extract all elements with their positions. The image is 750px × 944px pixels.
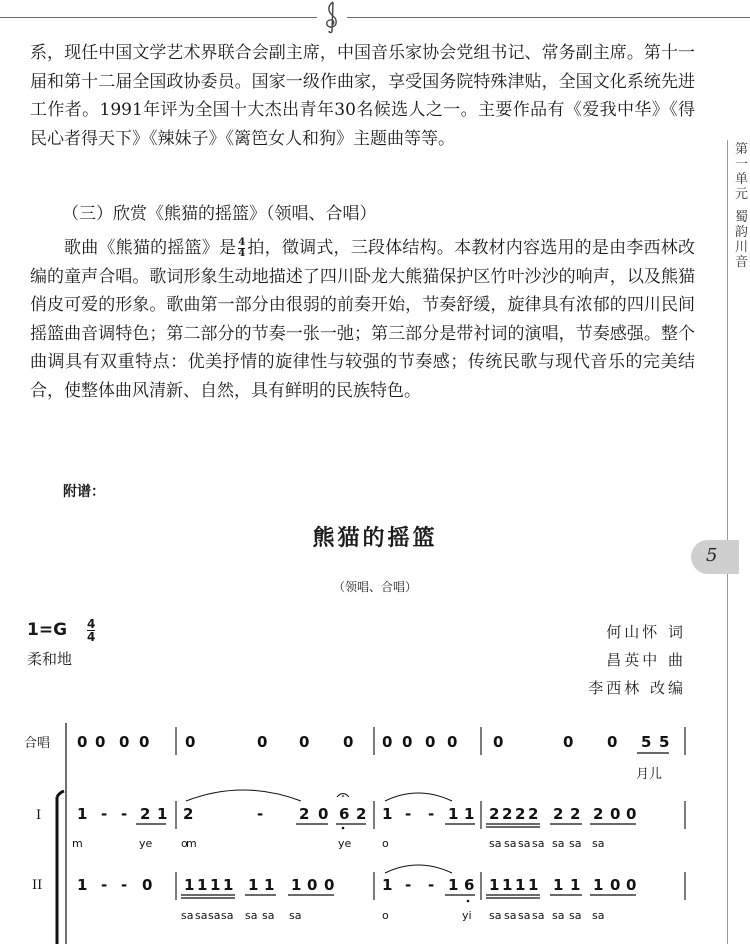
time-signature bbox=[87, 618, 95, 643]
meter-fraction bbox=[238, 238, 245, 259]
voice1-note: 0 bbox=[610, 805, 621, 823]
chorus-label: 合唱 bbox=[24, 736, 51, 751]
voice2-note: 1 bbox=[593, 876, 604, 894]
voice1-lyric: sa bbox=[569, 837, 582, 850]
treble-clef-icon bbox=[317, 0, 347, 34]
chorus-note: 0 bbox=[607, 733, 618, 751]
time-bottom: 4 bbox=[87, 630, 96, 644]
voice2-lyric: sa bbox=[208, 909, 221, 922]
voice2-lyric: sa bbox=[195, 909, 208, 922]
voice1-lyrics bbox=[72, 837, 604, 850]
chorus-note: 0 bbox=[563, 733, 574, 751]
section-heading: （三）欣赏《熊猫的摇篮》（领唱、合唱） bbox=[62, 204, 377, 224]
chorus-lyric: 月儿 bbox=[636, 767, 663, 782]
voice2-lyric: sa bbox=[489, 909, 502, 922]
voice1-note: 1 bbox=[77, 805, 88, 823]
voice2-note: 1 bbox=[515, 876, 526, 894]
meter-bottom: 4 bbox=[238, 248, 246, 259]
voice2-note: 1 bbox=[489, 876, 500, 894]
song-title: 熊猫的摇篮 bbox=[312, 525, 438, 551]
voice1-note: 2 bbox=[356, 805, 367, 823]
voice1-lyric: sa bbox=[592, 837, 605, 850]
voice1-lyric: m bbox=[72, 837, 83, 850]
voice2-lyric: sa bbox=[518, 909, 531, 922]
chorus-note: 0 bbox=[139, 733, 150, 751]
voice1-lyric: o bbox=[382, 837, 389, 850]
voice2-note: 1 bbox=[382, 876, 393, 894]
voice2-lyric: sa bbox=[289, 909, 302, 922]
voice1-lyric: ye bbox=[338, 837, 352, 850]
voice2-lyric: sa bbox=[221, 909, 234, 922]
time-top: 4 bbox=[87, 617, 96, 631]
voice2-lyrics bbox=[181, 909, 604, 922]
voice1-lyric: sa bbox=[552, 837, 565, 850]
voice1-note: 1 bbox=[448, 805, 459, 823]
voice1-note: 0 bbox=[318, 805, 329, 823]
voice1-note: - bbox=[405, 805, 412, 823]
chorus-note: 0 bbox=[447, 733, 458, 751]
arranger-credit: 李西林 改编 bbox=[588, 679, 686, 697]
voice1-note: 1 bbox=[157, 805, 168, 823]
voice-bracket bbox=[57, 791, 64, 944]
voice2-note: 0 bbox=[324, 876, 335, 894]
voice1-note: - bbox=[121, 805, 128, 823]
voice2-note: - bbox=[101, 876, 108, 894]
voice1-lyric: sa bbox=[518, 837, 531, 850]
voice1-note: 2 bbox=[140, 805, 151, 823]
voice1-note: 2 bbox=[553, 805, 564, 823]
voice1-note: 0 bbox=[626, 805, 637, 823]
page-number: 5 bbox=[706, 545, 718, 566]
voice1-lyric: sa bbox=[489, 837, 502, 850]
meter-top: 4 bbox=[238, 237, 246, 248]
voice2-notes bbox=[77, 876, 636, 894]
voice2-note: 1 bbox=[248, 876, 259, 894]
voice2-note: 0 bbox=[142, 876, 153, 894]
voice2-note: 1 bbox=[77, 876, 88, 894]
voice2-lyric: sa bbox=[532, 909, 545, 922]
voice2-note: - bbox=[428, 876, 435, 894]
voice2-label: II bbox=[32, 878, 43, 893]
voice1-lyric: ye bbox=[139, 837, 153, 850]
chorus-note: 0 bbox=[185, 733, 196, 751]
voice2-note: 1 bbox=[448, 876, 459, 894]
unit-title: 蜀韵川音 bbox=[735, 210, 749, 270]
key-signature: 1=G bbox=[27, 620, 68, 640]
voice1-note: 2 bbox=[570, 805, 581, 823]
voice2-note: 1 bbox=[210, 876, 221, 894]
voice2-lyric: yi bbox=[462, 909, 472, 922]
chorus-note: 0 bbox=[402, 733, 413, 751]
voice1-note: 1 bbox=[382, 805, 393, 823]
voice2-note: - bbox=[121, 876, 128, 894]
voice2-lyric: sa bbox=[504, 909, 517, 922]
voice2-lyric: sa bbox=[552, 909, 565, 922]
voice1-note: - bbox=[101, 805, 108, 823]
voice1-note: 2 bbox=[502, 805, 513, 823]
voice1-lyric: m bbox=[186, 837, 197, 850]
voice1-note: - bbox=[428, 805, 435, 823]
voice2-note: 1 bbox=[570, 876, 581, 894]
voice1-note: 2 bbox=[299, 805, 310, 823]
chorus-note: 0 bbox=[343, 733, 354, 751]
fermata-icon bbox=[337, 794, 349, 798]
voice2-note: 0 bbox=[307, 876, 318, 894]
voice1-note: 2 bbox=[515, 805, 526, 823]
octave-dot-low bbox=[342, 827, 345, 830]
voice1-note: 2 bbox=[183, 805, 194, 823]
voice1-lyric: o bbox=[181, 837, 188, 850]
voice1-note: 2 bbox=[593, 805, 604, 823]
voice2-note: 1 bbox=[184, 876, 195, 894]
voice2-note: 1 bbox=[553, 876, 564, 894]
voice2-lyric: sa bbox=[592, 909, 605, 922]
paragraph-biography: 系，现任中国文学艺术界联合会副主席，中国音乐家协会党组书记、常务副主席。第十一届和第十二届全国政协委员。国家一级作曲家，享受国务院特殊津贴，全国文化系统先进工作者。1991年评为全国十大杰出青年30名候选人之一。主要作品有《爱我中华》《得民心者得天下》《辣妹子》《篱笆女人和狗》主题曲等等。 bbox=[30, 43, 695, 149]
appendix-label: 附谱： bbox=[63, 484, 105, 500]
voice2-note: 0 bbox=[610, 876, 621, 894]
chorus-note: 0 bbox=[493, 733, 504, 751]
song-subtitle: （领唱、合唱） bbox=[332, 580, 417, 594]
voice1-notes bbox=[77, 805, 636, 823]
voice2-lyric: o bbox=[382, 909, 389, 922]
voice1-note: 2 bbox=[528, 805, 539, 823]
slurs bbox=[186, 790, 452, 873]
voice1-lyric: sa bbox=[532, 837, 545, 850]
chorus-note: 0 bbox=[257, 733, 268, 751]
voice2-note: 1 bbox=[197, 876, 208, 894]
tempo-marking: 柔和地 bbox=[27, 650, 73, 668]
chorus-note: 0 bbox=[299, 733, 310, 751]
unit-number: 第一单元 bbox=[735, 142, 749, 202]
lyricist-credit: 何山怀 词 bbox=[606, 623, 686, 641]
notation-score bbox=[0, 715, 750, 944]
voice1-note: - bbox=[257, 805, 264, 823]
chorus-note: 0 bbox=[119, 733, 130, 751]
voice2-note: - bbox=[405, 876, 412, 894]
voice1-note: 1 bbox=[464, 805, 475, 823]
voice1-label: I bbox=[36, 808, 42, 823]
voice1-lyric: sa bbox=[504, 837, 517, 850]
chorus-note: 0 bbox=[95, 733, 106, 751]
chorus-note: 0 bbox=[382, 733, 393, 751]
octave-dot bbox=[467, 900, 470, 903]
chorus-note: 0 bbox=[77, 733, 88, 751]
chorus-note: 0 bbox=[425, 733, 436, 751]
voice1-note: 6 bbox=[339, 805, 350, 823]
chorus-notes bbox=[77, 733, 669, 751]
intro-text-rest: 拍，徵调式，三段体结构。本教材内容选用的是由李西林改编的童声合唱。歌词形象生动地描述了四川卧龙大熊猫保护区竹叶沙沙的响声，以及熊猫俏皮可爱的形象。歌曲第一部分由很弱的前奏开始，节奏舒缓，旋律具有浓郁的四川民间摇篮曲音调特色；第二部分的节奏一张一弛；第三部分是带衬词的演唱，节奏感强。整个曲调具有双重特点：优美抒情的旋律性与较强的节奏感；传统民歌与现代音乐的完美结合，使整体曲风清新、自然，具有鲜明的民族特色。 bbox=[30, 238, 696, 401]
chorus-note: 5 bbox=[641, 733, 652, 751]
voice2-lyric: sa bbox=[181, 909, 194, 922]
paragraph-song-intro bbox=[30, 234, 695, 405]
voice2-note: 1 bbox=[264, 876, 275, 894]
voice2-lyric: sa bbox=[262, 909, 275, 922]
chorus-note: 5 bbox=[659, 733, 670, 751]
unit-label bbox=[735, 142, 749, 270]
voice1-note: 2 bbox=[489, 805, 500, 823]
intro-text-start: 歌曲《熊猫的摇篮》是 bbox=[64, 238, 237, 258]
voice2-note: 1 bbox=[223, 876, 234, 894]
voice2-note: 1 bbox=[502, 876, 513, 894]
voice2-note: 0 bbox=[626, 876, 637, 894]
voice2-lyric: sa bbox=[569, 909, 582, 922]
voice2-note: 6 bbox=[464, 876, 475, 894]
voice2-note: 1 bbox=[291, 876, 302, 894]
voice2-note: 1 bbox=[528, 876, 539, 894]
composer-credit: 昌英中 曲 bbox=[606, 651, 686, 669]
voice2-lyric: sa bbox=[245, 909, 258, 922]
header-rule bbox=[0, 17, 750, 18]
